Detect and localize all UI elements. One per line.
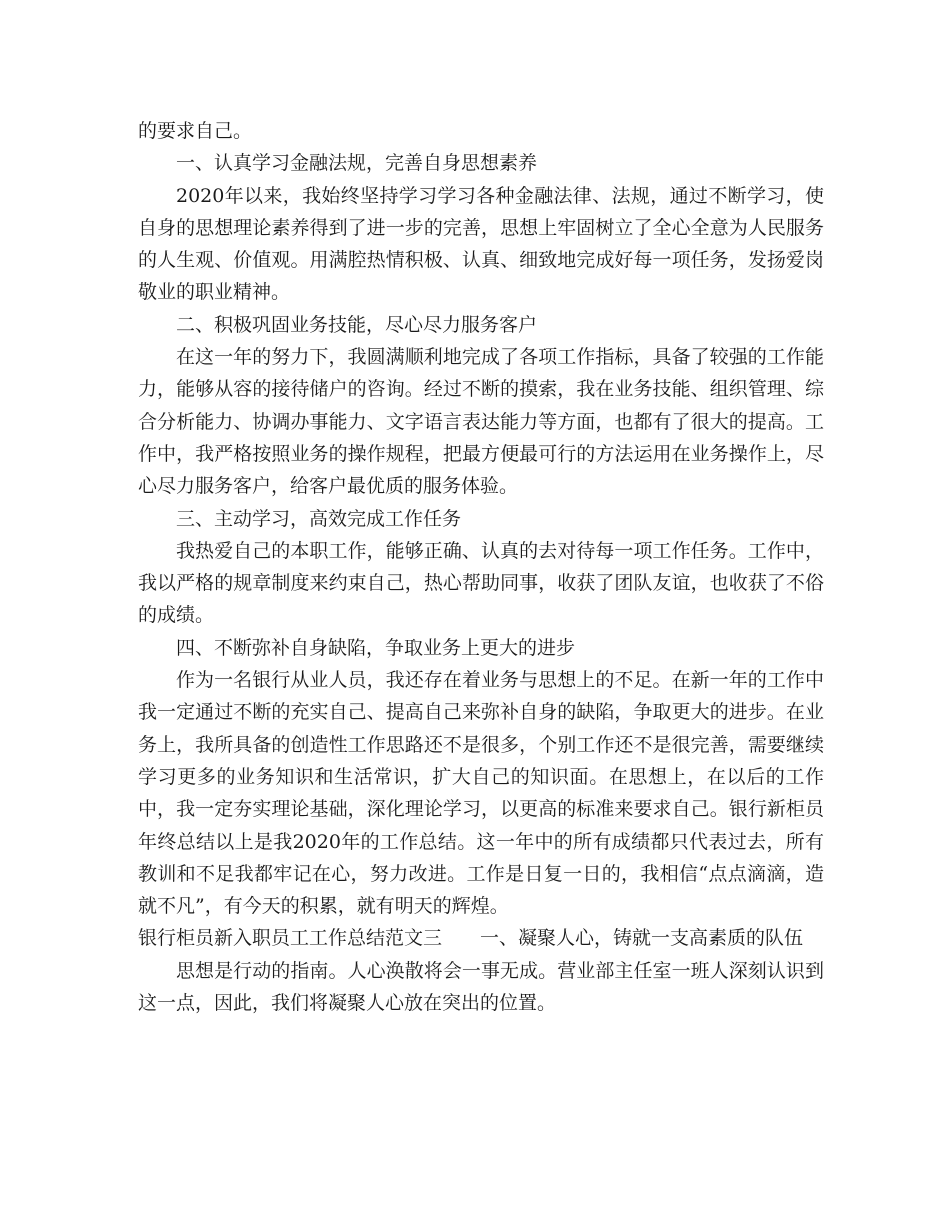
section-heading-2: 二、积极巩固业务技能，尽心尽力服务客户 bbox=[176, 313, 538, 336]
paragraph: 思想是行动的指南。人心涣散将会一事无成。营业部主任室一班人深刻认识到这一点，因此，我们将凝聚人心放在突出的位置。 bbox=[138, 959, 824, 1015]
paragraph-continuation: 的要求自己。 bbox=[138, 120, 253, 142]
paragraph: 我热爱自己的本职工作，能够正确、认真的去对待每一项工作任务。工作中，我以严格的规章制度来约束自己，热心帮助同事，收获了团队友谊，也收获了不俗的成绩。 bbox=[138, 539, 824, 627]
paragraph: 2020年以来，我始终坚持学习学习各种金融法律、法规，通过不断学习，使自身的思想理论素养得到了进一步的完善，思想上牢固树立了全心全意为人民服务的人生观、价值观。用满腔热情积极、认真、细致地完成好每一项任务，发扬爱岗敬业的职业精神。 bbox=[138, 184, 824, 304]
document-body bbox=[138, 115, 824, 1019]
paragraph: 作为一名银行从业人员，我还存在着业务与思想上的不足。在新一年的工作中我一定通过不断的充实自己、提高自己来弥补自身的缺陷，争取更大的进步。在业务上，我所具备的创造性工作思路还不是很多，个别工作还不是很完善，需要继续学习更多的业务知识和生活常识，扩大自己的知识面。在思想上，在以后的工作中，我一定夯实理论基础，深化理论学习，以更高的标准来要求自己。银行新柜员年终总结以上是我2020年的工作总结。这一年中的所有成绩都只代表过去，所有教训和不足我都牢记在心，努力改进。工作是日复一日的，我相信“点点滴滴，造就不凡”，有今天的积累，就有明天的辉煌。 bbox=[138, 669, 824, 918]
paragraph: 在这一年的努力下，我圆满顺利地完成了各项工作指标，具备了较强的工作能力，能够从容的接待储户的咨询。经过不断的摸索，我在业务技能、组织管理、综合分析能力、协调办事能力、文字语言表达能力等方面，也都有了很大的提高。工作中，我严格按照业务的操作规程，把最方便最可行的方法运用在业务操作上，尽心尽力服务客户，给客户最优质的服务体验。 bbox=[138, 346, 824, 498]
section-heading-3: 三、主动学习，高效完成工作任务 bbox=[176, 507, 462, 530]
section-heading-4: 四、不断弥补自身缺陷，争取业务上更大的进步 bbox=[176, 636, 576, 659]
document-title-line: 银行柜员新入职员工工作总结范文三 一、凝聚人心，铸就一支高素质的队伍 bbox=[138, 927, 804, 950]
section-heading-1: 一、认真学习金融法规，完善自身思想素养 bbox=[176, 152, 538, 175]
